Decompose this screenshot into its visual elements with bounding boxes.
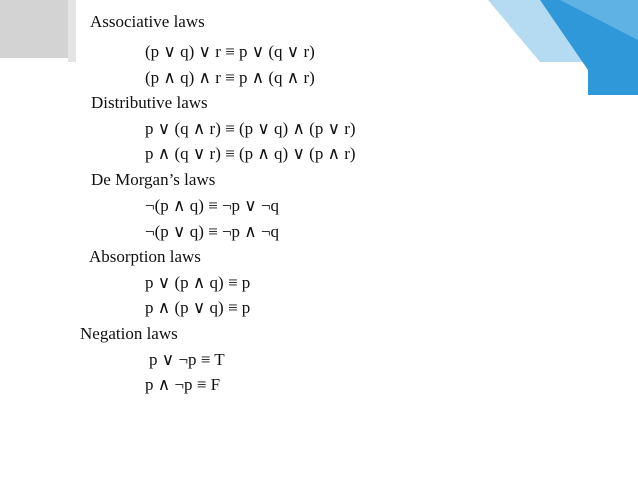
law-de-morgan-or: ¬(p ∨ q) ≡ ¬p ∧ ¬q <box>145 222 280 241</box>
heading-de-morgans-laws: De Morgan’s laws <box>91 170 216 189</box>
heading-absorption-laws: Absorption laws <box>89 247 201 266</box>
law-associative-or: (p ∨ q) ∨ r ≡ p ∨ (q ∨ r) <box>145 42 315 61</box>
law-absorption-or: p ∨ (p ∧ q) ≡ p <box>145 273 251 292</box>
heading-distributive-laws: Distributive laws <box>91 93 208 112</box>
law-negation-and: p ∧ ¬p ≡ F <box>145 375 221 394</box>
heading-negation-laws: Negation laws <box>80 324 178 343</box>
law-distributive-or: p ∨ (q ∧ r) ≡ (p ∨ q) ∧ (p ∨ r) <box>145 119 356 138</box>
law-associative-and: (p ∧ q) ∧ r ≡ p ∧ (q ∧ r) <box>145 68 315 87</box>
law-absorption-and: p ∧ (p ∨ q) ≡ p <box>145 298 251 317</box>
law-de-morgan-and: ¬(p ∧ q) ≡ ¬p ∨ ¬q <box>145 196 280 215</box>
heading-associative-laws: Associative laws <box>90 12 205 31</box>
law-negation-or: p ∨ ¬p ≡ T <box>149 350 225 369</box>
law-distributive-and: p ∧ (q ∨ r) ≡ (p ∧ q) ∨ (p ∧ r) <box>145 144 356 163</box>
